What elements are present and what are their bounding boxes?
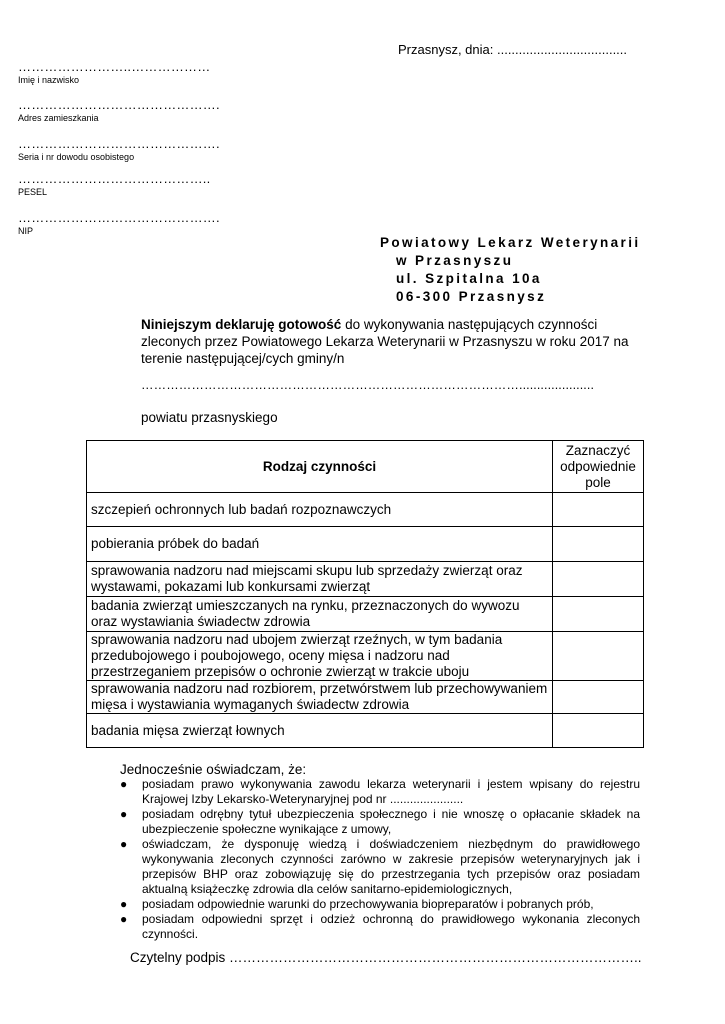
field-nip bbox=[18, 211, 258, 237]
addressee-line: 06-300 Przasnysz bbox=[396, 289, 547, 304]
fill-in-line[interactable]: ………………………………………. bbox=[18, 210, 220, 225]
list-item-text: posiadam odpowiedni sprzęt i odzież ochronną do prawidłowego wykonania zleconych czynności. bbox=[142, 912, 640, 941]
bullet-dot-icon: ● bbox=[120, 837, 128, 851]
fill-in-line[interactable]: ……………………..……………… bbox=[18, 59, 211, 74]
field-name bbox=[18, 60, 258, 86]
gmina-fill-in-line[interactable]: ………………………………………………………………………………..................... bbox=[141, 378, 595, 392]
table-row bbox=[87, 562, 644, 597]
list-item-text: oświadczam, że dysponuję wiedzą i doświadczeniem niezbędnym do prawidłowego wykonywania zleconych czynności zarówno w zakresie przepisów weterynaryjnych jak i przepisów BHP oraz zobowiązuję się do przestrzegania tych przepisów oraz posiadam aktualną książeczkę zdrowia dla celów sanitarno-epidemiologicznych, bbox=[142, 837, 640, 896]
bullet-dot-icon: ● bbox=[120, 912, 128, 926]
list-item-text: posiadam odpowiednie warunki do przechowywania biopreparatów i pobranych prób, bbox=[142, 897, 594, 911]
mark-cell[interactable] bbox=[553, 597, 644, 632]
bullet-dot-icon: ● bbox=[120, 807, 128, 821]
mark-cell[interactable] bbox=[553, 632, 644, 681]
table-row bbox=[87, 681, 644, 714]
list-item bbox=[120, 807, 640, 837]
activity-cell: badania mięsa zwierząt łownych bbox=[87, 714, 553, 748]
field-id-number bbox=[18, 137, 258, 163]
field-label: Adres zamieszkania bbox=[18, 113, 99, 123]
declaration-heading: Jednocześnie oświadczam, że: bbox=[120, 762, 307, 777]
activities-table bbox=[86, 440, 644, 748]
table-row bbox=[87, 714, 644, 748]
field-label: PESEL bbox=[18, 187, 48, 197]
addressee-block bbox=[380, 234, 641, 306]
addressee-line: ul. Szpitalna 10a bbox=[396, 271, 542, 286]
list-item bbox=[120, 912, 640, 942]
intro-text: do wykonywania następujących czynności zleconych przez Powiatowego Lekarza Weterynarii w Przasnyszu w roku 2017 na terenie następującej/cych gminy/n bbox=[141, 317, 629, 366]
activity-cell: sprawowania nadzoru nad miejscami skupu lub sprzedaży zwierząt oraz wystawami, pokazami lub konkursami zwierząt bbox=[87, 562, 553, 597]
header-activity: Rodzaj czynności bbox=[87, 441, 553, 493]
bullet-dot-icon: ● bbox=[120, 897, 128, 911]
field-label: Seria i nr dowodu osobistego bbox=[18, 152, 135, 162]
fill-in-line[interactable]: ………………………………………. bbox=[18, 97, 220, 112]
place-date-line: Przasnysz, dnia: .................................... bbox=[398, 42, 628, 57]
list-item-text: posiadam odrębny tytuł ubezpieczenia społecznego i nie wnoszę o opłacanie składek na ubezpieczenie społeczne wynikające z umowy, bbox=[142, 807, 640, 836]
list-item-text: posiadam prawo wykonywania zawodu lekarza weterynarii i jestem wpisany do rejestru Krajowej Izby Lekarsko-Weterynaryjnej pod nr ...................... bbox=[142, 777, 640, 806]
activity-cell: sprawowania nadzoru nad ubojem zwierząt rzeźnych, w tym badania przedubojowego i poubojowego, oceny mięsa i nadzoru nad przestrzeganiem przepisów o ochronie zwierząt w trakcie uboju bbox=[87, 632, 553, 681]
mark-cell[interactable] bbox=[553, 493, 644, 527]
list-item bbox=[120, 777, 640, 807]
field-pesel bbox=[18, 172, 258, 198]
declaration-list bbox=[120, 777, 640, 942]
activity-cell: badania zwierząt umieszczanych na rynku, przeznaczonych do wywozu oraz wystawiania świadectw zdrowia bbox=[87, 597, 553, 632]
fill-in-line[interactable]: …………………………………….. bbox=[18, 171, 211, 186]
activity-cell: sprawowania nadzoru nad rozbiorem, przetwórstwem lub przechowywaniem mięsa i wystawiania wymaganych świadectw zdrowia bbox=[87, 681, 553, 714]
activity-cell: pobierania próbek do badań bbox=[87, 527, 553, 562]
powiat-text: powiatu przasnyskiego bbox=[141, 410, 278, 425]
field-address bbox=[18, 98, 258, 124]
table-row bbox=[87, 597, 644, 632]
mark-cell[interactable] bbox=[553, 681, 644, 714]
intro-paragraph bbox=[141, 316, 641, 367]
table-row bbox=[87, 493, 644, 527]
table-row bbox=[87, 632, 644, 681]
field-label: Imię i nazwisko bbox=[18, 75, 80, 85]
list-item bbox=[120, 897, 640, 912]
field-label: NIP bbox=[18, 226, 34, 236]
activity-cell: szczepień ochronnych lub badań rozpoznawczych bbox=[87, 493, 553, 527]
table-row bbox=[87, 527, 644, 562]
mark-cell[interactable] bbox=[553, 714, 644, 748]
intro-bold: Niniejszym deklaruję gotowość bbox=[141, 317, 342, 332]
mark-cell[interactable] bbox=[553, 562, 644, 597]
addressee-line: w Przasnyszu bbox=[396, 253, 514, 268]
fill-in-line[interactable]: ………………………………………. bbox=[18, 136, 220, 151]
addressee-line: Powiatowy Lekarz Weterynarii bbox=[380, 235, 641, 250]
bullet-dot-icon: ● bbox=[120, 777, 128, 791]
signature-line[interactable]: Czytelny podpis ……………………………………………………………………………….. bbox=[130, 950, 642, 965]
header-mark: Zaznaczyć odpowiednie pole bbox=[553, 441, 644, 493]
mark-cell[interactable] bbox=[553, 527, 644, 562]
list-item bbox=[120, 837, 640, 897]
table-header-row bbox=[87, 441, 644, 493]
